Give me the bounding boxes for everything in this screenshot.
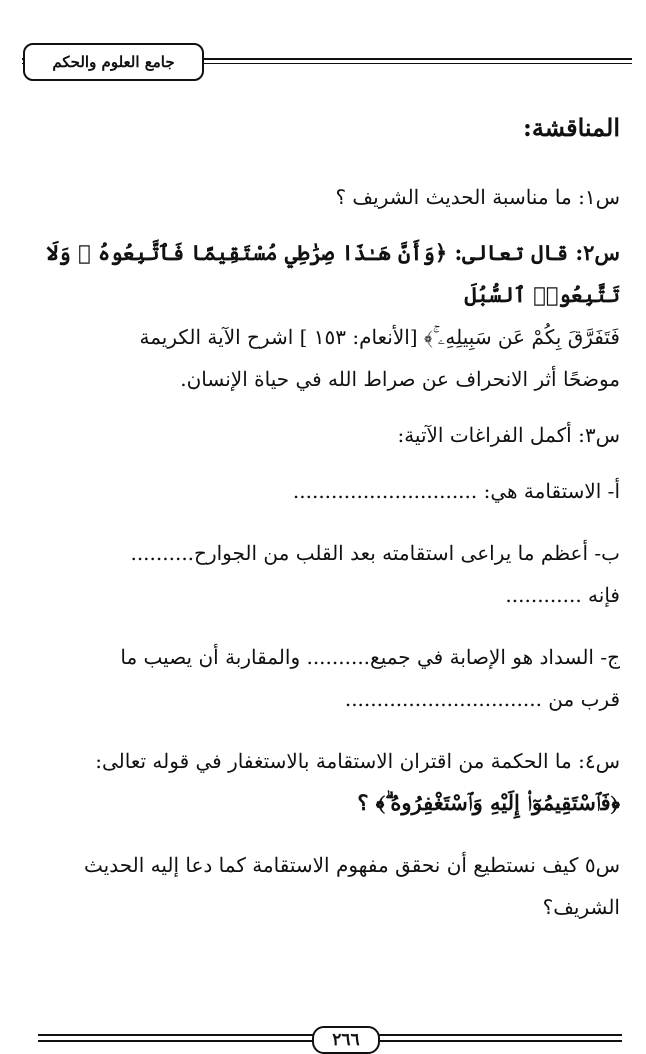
fill-blank-b-line-1: ب- أعظم ما يراعى استقامته بعد القلب من الجوارح.......... — [130, 541, 620, 565]
question-2-line-2: فَتَفَرَّقَ بِكُمْ عَن سَبِيلِهِۦ ۚ﴾ [الأنعام: ١٥٣ ] اشرح الآية الكريمة — [139, 325, 620, 349]
question-2-line-1: س٢: قال تعالى: ﴿وَأَنَّ هَـٰذَا صِرَٰطِي مُسْتَقِيمًا فَٱتَّبِعُوهُ ۖ وَلَا تَتَّبِعُوا۟ ٱلسُّبُلَ — [46, 240, 620, 307]
question-4-line-1: س٤: ما الحكمة من اقتران الاستقامة بالاستغفار في قوله تعالى: — [95, 749, 620, 773]
question-3 — [38, 414, 620, 720]
running-header — [23, 43, 204, 81]
running-header-title: جامع العلوم والحكم — [52, 53, 175, 71]
discussion-section — [38, 110, 620, 928]
fill-blank-b-line-2: فإنه ............ — [505, 583, 620, 607]
question-3-prompt: س٣: أكمل الفراغات الآتية: — [397, 423, 620, 447]
question-4-line-2: ﴿فَٱسْتَقِيمُوٓا۟ إِلَيْهِ وَٱسْتَغْفِرُوهُ ۗ﴾ ؟ — [357, 790, 620, 815]
fill-blank-a: أ- الاستقامة هي: ............................. — [292, 479, 620, 503]
question-5 — [38, 844, 620, 928]
question-2 — [38, 232, 620, 400]
section-title: المناقشة: — [522, 113, 620, 142]
fill-blank-c-line-1: ج- السداد هو الإصابة في جميع.......... والمقاربة أن يصيب ما — [120, 645, 620, 669]
page-number — [312, 1026, 380, 1054]
fill-blank-c-line-2: قرب من ............................... — [344, 687, 620, 711]
question-1: س١: ما مناسبة الحديث الشريف ؟ — [335, 185, 620, 209]
question-5-line-2: الشريف؟ — [542, 895, 620, 919]
question-4 — [38, 740, 620, 824]
page-number-label: ٢٦٦ — [332, 1030, 360, 1050]
question-2-line-3: موضحًا أثر الانحراف عن صراط الله في حياة الإنسان. — [180, 367, 620, 391]
question-5-line-1: س٥ كيف نستطيع أن نحقق مفهوم الاستقامة كما دعا إليه الحديث — [83, 853, 620, 877]
